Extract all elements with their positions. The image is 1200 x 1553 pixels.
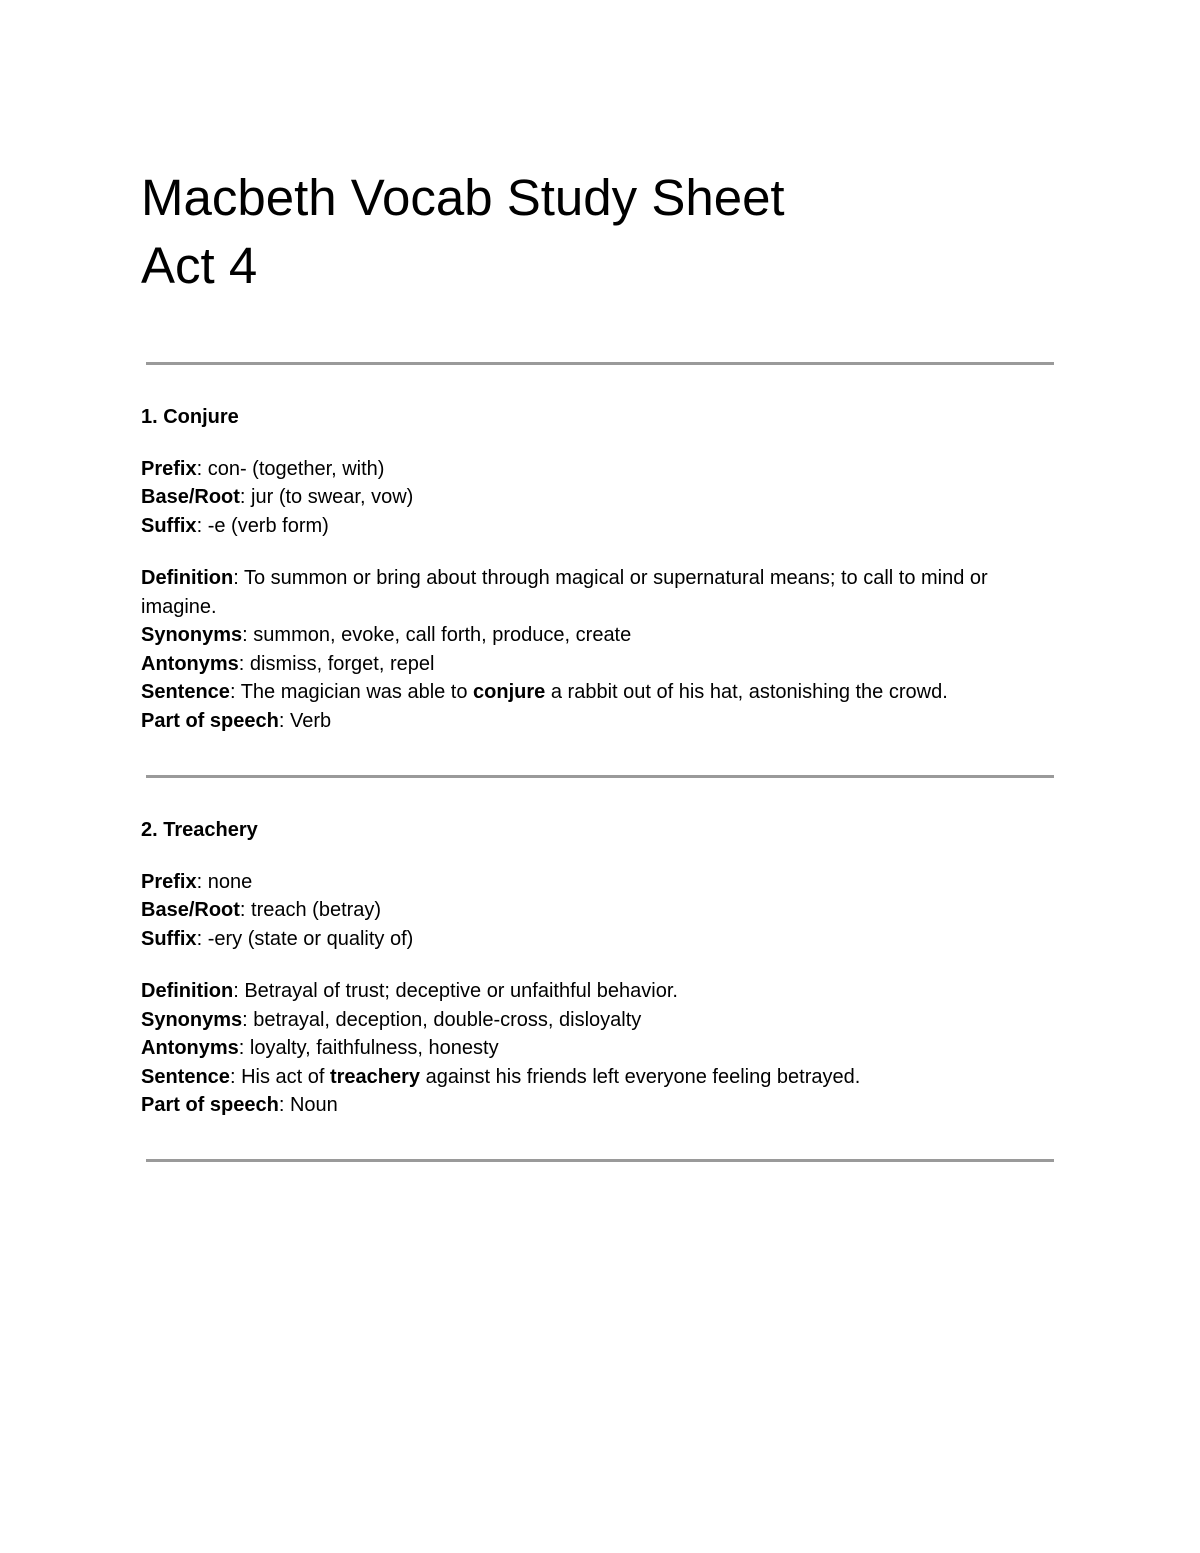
definition-label: Definition bbox=[141, 567, 234, 589]
sentence-before: His act of bbox=[241, 1065, 330, 1088]
prefix-label: Prefix bbox=[141, 870, 197, 893]
sentence-row: Sentence: His act of treachery against his friends left everyone feeling betrayed. bbox=[141, 1065, 861, 1088]
sentence-vocab-word: conjure bbox=[473, 681, 546, 703]
antonyms-value: loyalty, faithfulness, honesty bbox=[249, 1037, 499, 1059]
prefix-value: none bbox=[207, 870, 253, 893]
base-root-value: jur (to swear, vow) bbox=[251, 486, 414, 508]
synonyms-value: betrayal, deception, double-cross, disloyalty bbox=[253, 1008, 642, 1031]
synonyms-row: Synonyms: betrayal, deception, double-cross, disloyalty bbox=[141, 1008, 642, 1031]
synonyms-row: Synonyms: summon, evoke, call forth, produce, create bbox=[141, 624, 632, 646]
prefix-row: Prefix: none bbox=[141, 870, 253, 893]
base-root-row: Base/Root: jur (to swear, vow) bbox=[141, 486, 414, 508]
definition-label: Definition bbox=[141, 980, 234, 1002]
prefix-row: Prefix: con- (together, with) bbox=[141, 457, 385, 480]
part-of-speech-label: Part of speech bbox=[141, 709, 279, 732]
synonyms-label: Synonyms bbox=[141, 1008, 243, 1031]
sentence-after: against his friends left everyone feeling betrayed. bbox=[420, 1065, 861, 1088]
suffix-label: Suffix bbox=[141, 927, 197, 950]
antonyms-label: Antonyms bbox=[141, 1037, 239, 1059]
antonyms-label: Antonyms bbox=[141, 652, 239, 675]
prefix-value: con- (together, with) bbox=[207, 457, 385, 480]
antonyms-row: Antonyms: dismiss, forget, repel bbox=[141, 652, 435, 675]
horizontal-divider bbox=[146, 1159, 1054, 1162]
sentence-vocab-word: treachery bbox=[329, 1065, 421, 1088]
definition-row: Definition: To summon or bring about through magical or supernatural means; to call to mind or imagine. bbox=[141, 567, 988, 618]
definition-value: To summon or bring about through magical or supernatural means; to call to mind or imagine. bbox=[141, 567, 988, 618]
vocab-entry-treachery bbox=[141, 816, 1061, 1120]
title-line-2: Act 4 bbox=[141, 237, 258, 294]
entry-heading: 1. Conjure bbox=[141, 406, 239, 428]
sentence-after: a rabbit out of his hat, astonishing the crowd. bbox=[545, 681, 948, 703]
part-of-speech-value: Noun bbox=[289, 1094, 338, 1116]
base-root-label: Base/Root bbox=[141, 486, 240, 508]
horizontal-divider bbox=[146, 362, 1054, 365]
base-root-label: Base/Root bbox=[141, 899, 240, 921]
vocab-entry-conjure bbox=[141, 403, 1061, 735]
entry-heading: 2. Treachery bbox=[141, 819, 258, 841]
sentence-label: Sentence bbox=[141, 681, 230, 703]
suffix-value: -e (verb form) bbox=[207, 514, 329, 537]
title-line-1: Macbeth Vocab Study Sheet bbox=[141, 169, 785, 226]
suffix-row: Suffix: -ery (state or quality of) bbox=[141, 927, 414, 950]
sentence-row: Sentence: The magician was able to conjure a rabbit out of his hat, astonishing the crowd. bbox=[141, 681, 948, 703]
part-of-speech-row: Part of speech: Verb bbox=[141, 709, 332, 732]
part-of-speech-row: Part of speech: Noun bbox=[141, 1094, 338, 1116]
base-root-value: treach (betray) bbox=[251, 899, 382, 921]
synonyms-value: summon, evoke, call forth, produce, create bbox=[253, 624, 632, 646]
prefix-label: Prefix bbox=[141, 457, 197, 480]
definition-row: Definition: Betrayal of trust; deceptive or unfaithful behavior. bbox=[141, 980, 678, 1002]
part-of-speech-label: Part of speech bbox=[141, 1094, 279, 1116]
sentence-label: Sentence bbox=[141, 1065, 230, 1088]
antonyms-value: dismiss, forget, repel bbox=[249, 652, 435, 675]
suffix-value: -ery (state or quality of) bbox=[207, 927, 414, 950]
definition-value: Betrayal of trust; deceptive or unfaithful behavior. bbox=[244, 980, 678, 1002]
part-of-speech-value: Verb bbox=[289, 709, 332, 732]
document-title bbox=[141, 164, 785, 300]
suffix-row: Suffix: -e (verb form) bbox=[141, 514, 329, 537]
sentence-before: The magician was able to bbox=[240, 681, 474, 703]
base-root-row: Base/Root: treach (betray) bbox=[141, 899, 382, 921]
antonyms-row: Antonyms: loyalty, faithfulness, honesty bbox=[141, 1037, 499, 1059]
synonyms-label: Synonyms bbox=[141, 624, 243, 646]
suffix-label: Suffix bbox=[141, 514, 197, 537]
horizontal-divider bbox=[146, 775, 1054, 778]
